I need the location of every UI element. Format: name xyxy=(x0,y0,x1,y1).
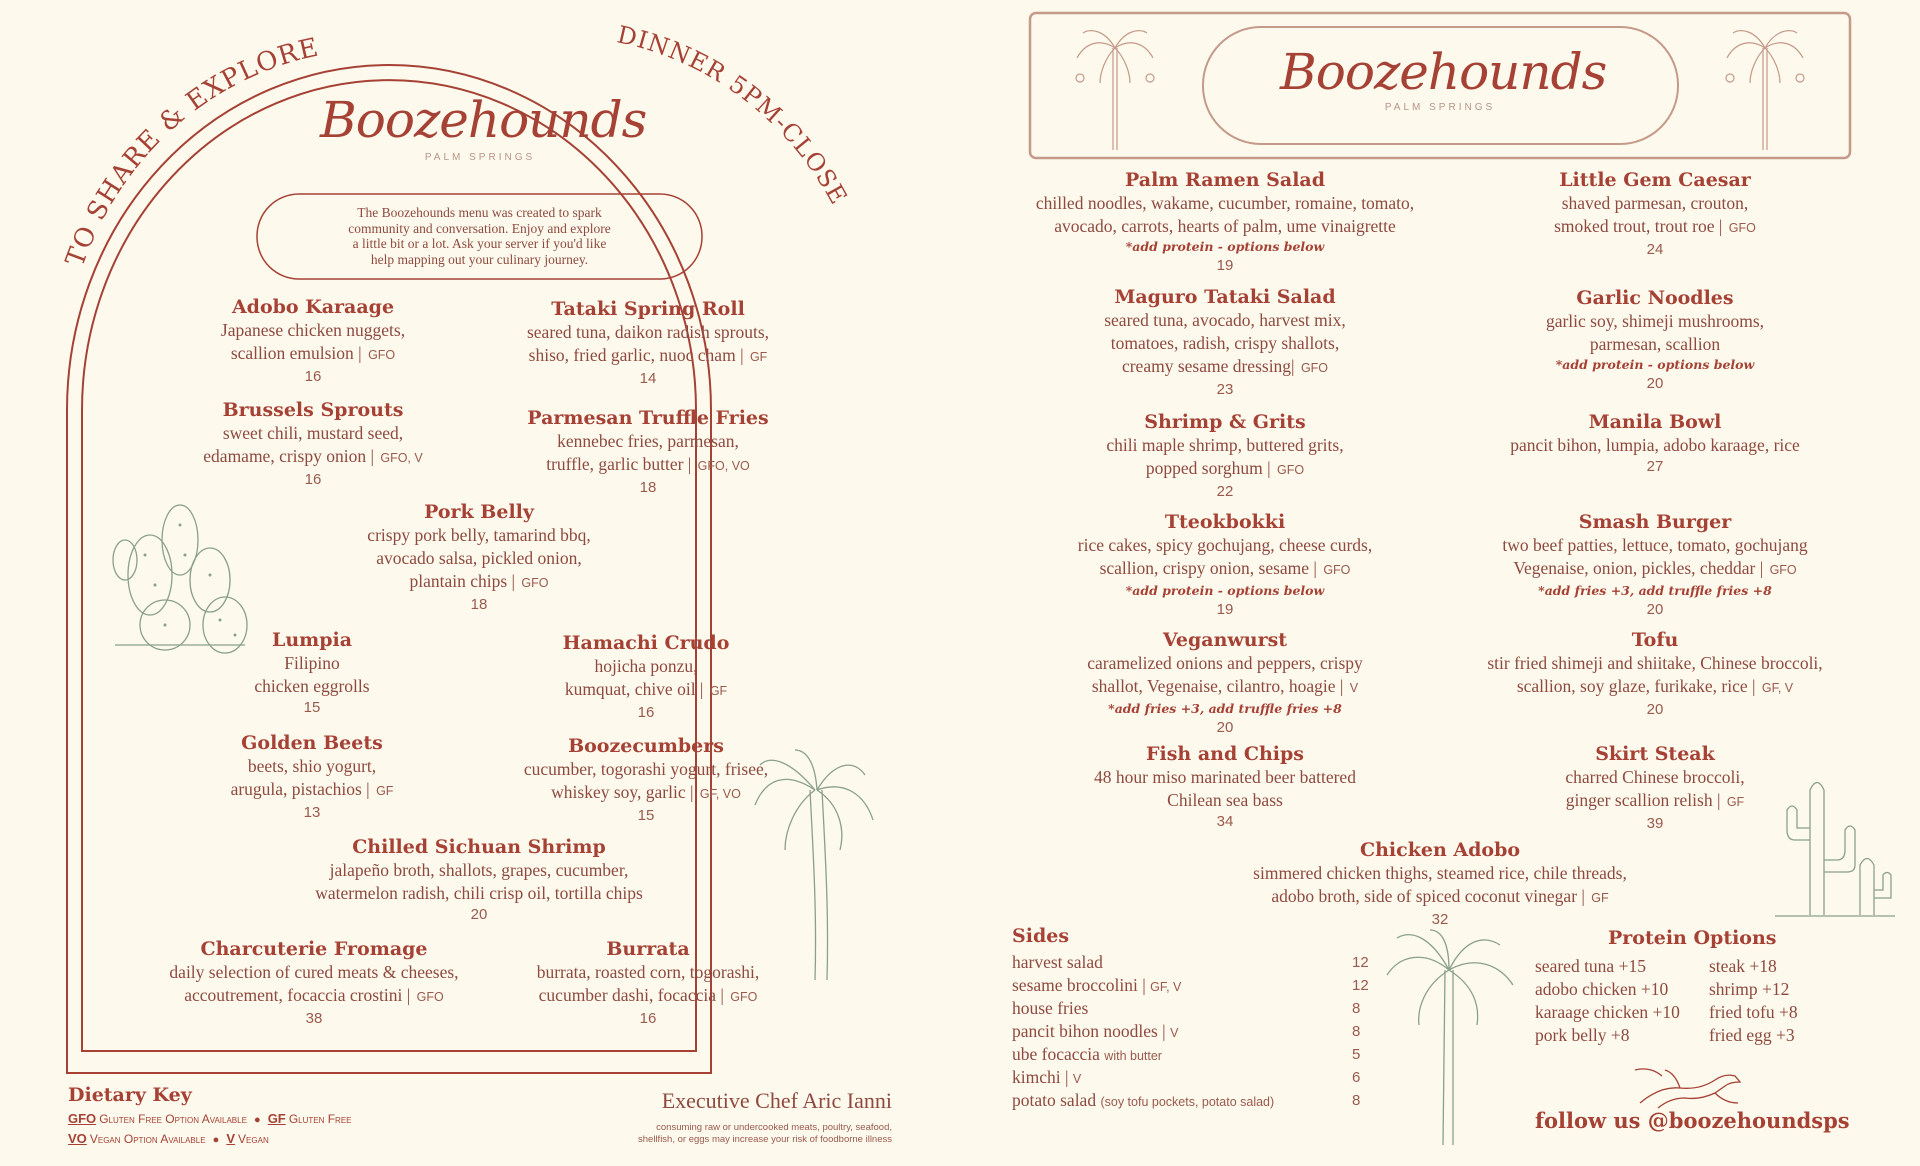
dietary-tag: GFO, V xyxy=(380,451,423,465)
dietary-gf-code: GF xyxy=(267,1111,286,1126)
side-item-price: 5 xyxy=(1352,1046,1361,1063)
menu-item-description: 48 hour miso marinated beer battered xyxy=(1094,767,1356,787)
side-item-name: potato salad xyxy=(1012,1090,1097,1110)
menu-item-description: cucumber dashi, focaccia | GFO xyxy=(538,985,758,1005)
dietary-tag: GFO xyxy=(1728,221,1756,235)
side-item-price: 12 xyxy=(1352,954,1369,971)
menu-item-name: Boozecumbers xyxy=(568,735,724,757)
menu-item-price: 19 xyxy=(1216,601,1234,618)
menu-item xyxy=(348,406,948,498)
menu-item-description: plantain chips | GFO xyxy=(409,571,549,591)
menu-item-description: Chilean sea bass xyxy=(1167,790,1283,810)
menu-item-price: 23 xyxy=(1216,381,1234,398)
menu-item-description: shiso, fried garlic, nuoc cham | GF xyxy=(528,345,768,365)
menu-item xyxy=(1140,838,1740,930)
side-item-name: kimchi | xyxy=(1012,1067,1069,1087)
follow-us: follow us @boozehoundsps xyxy=(1535,1108,1850,1133)
dietary-gfo-code: GFO xyxy=(68,1111,97,1126)
menu-item-description: shaved parmesan, crouton, xyxy=(1561,193,1749,213)
dietary-tag: GFO xyxy=(1300,361,1329,375)
header-palm-right xyxy=(1725,28,1805,153)
left-location: PALM SPRINGS xyxy=(424,152,536,163)
menu-item-price: 20 xyxy=(470,906,488,923)
menu-item-name: Skirt Steak xyxy=(1595,743,1715,765)
menu-item-description: shallot, Vegenaise, cilantro, hoagie | V xyxy=(1091,676,1359,696)
menu-item-price: 18 xyxy=(470,596,488,613)
dietary-vo-code: VO xyxy=(68,1131,87,1146)
menu-item-note: *add protein - options below xyxy=(1125,239,1325,254)
side-item-tag: GF, V xyxy=(1150,980,1182,994)
protein-item: fried egg +3 xyxy=(1709,1025,1795,1045)
dietary-tag: GF xyxy=(749,350,768,364)
side-item-price: 8 xyxy=(1352,1092,1361,1109)
protein-item: shrimp +12 xyxy=(1709,979,1790,999)
menu-item-name: Smash Burger xyxy=(1578,511,1732,533)
protein-item: pork belly +8 xyxy=(1535,1025,1630,1045)
side-item-tag: with butter xyxy=(1104,1049,1162,1063)
menu-item-description: adobo broth, side of spiced coconut vinegar | GF xyxy=(1271,886,1609,906)
dietary-tag: GF, VO xyxy=(699,787,741,801)
menu-item-description: Vegenaise, onion, pickles, cheddar | GFO xyxy=(1513,558,1797,578)
side-item xyxy=(1012,1066,1081,1091)
menu-item-name: Tofu xyxy=(1631,629,1679,651)
menu-item-description: jalapeño broth, shallots, grapes, cucumber, xyxy=(329,860,629,880)
menu-item-price: 27 xyxy=(1646,458,1664,475)
side-item-name: harvest salad xyxy=(1012,952,1103,972)
dietary-gfo-text: Gluten Free Option Available xyxy=(99,1112,247,1126)
menu-item-description: crispy pork belly, tamarind bbq, xyxy=(367,525,591,545)
menu-item-description: rice cakes, spicy gochujang, cheese curds, xyxy=(1077,535,1373,555)
arc-right-text: DINNER 5PM-CLOSE xyxy=(614,20,853,210)
side-item-name: pancit bihon noodles | xyxy=(1012,1021,1166,1041)
dietary-tag: GFO xyxy=(1769,563,1797,577)
sides-title: Sides xyxy=(1012,925,1070,947)
menu-item-price: 16 xyxy=(304,471,322,488)
menu-item-description: stir fried shimeji and shiitake, Chinese broccoli, xyxy=(1487,653,1823,673)
menu-item-description: avocado salsa, pickled onion, xyxy=(376,548,582,568)
side-item xyxy=(1012,1089,1274,1114)
menu-item xyxy=(1355,168,1920,260)
menu-item-description: simmered chicken thighs, steamed rice, chile threads, xyxy=(1253,863,1627,883)
dietary-tag: V xyxy=(1349,681,1359,695)
menu-item-description: kennebec fries, parmesan, xyxy=(557,431,739,451)
tall-palm-illustration xyxy=(1385,930,1515,1145)
menu-item-description: two beef patties, lettuce, tomato, gochujang xyxy=(1502,535,1808,555)
side-item-name: sesame broccolini | xyxy=(1012,975,1146,995)
menu-item-description: chili maple shrimp, buttered grits, xyxy=(1106,435,1344,455)
menu-item-description: edamame, crispy onion | GFO, V xyxy=(203,446,423,466)
side-item xyxy=(1012,997,1088,1020)
menu-item-name: Fish and Chips xyxy=(1146,743,1304,765)
menu-item-description: cucumber, togorashi yogurt, frisee, xyxy=(523,759,769,779)
menu-item-description: avocado, carrots, hearts of palm, ume vinaigrette xyxy=(1054,216,1396,236)
menu-item-name: Maguro Tataki Salad xyxy=(1114,286,1336,308)
menu-item-name: Chilled Sichuan Shrimp xyxy=(352,836,606,858)
menu-item-note: *add protein - options below xyxy=(1125,583,1325,598)
saguaro-cactus-illustration xyxy=(1775,770,1895,920)
dietary-tag: GFO xyxy=(368,348,396,362)
side-item-price: 6 xyxy=(1352,1069,1361,1086)
arc-left-text: TO SHARE & EXPLORE xyxy=(60,32,322,271)
menu-item-description: caramelized onions and peppers, crispy xyxy=(1087,653,1363,673)
menu-item-description: charred Chinese broccoli, xyxy=(1565,767,1745,787)
menu-item-price: 22 xyxy=(1216,483,1234,500)
menu-item xyxy=(179,835,779,925)
menu-item-description: ginger scallion relish | GF xyxy=(1565,790,1745,810)
menu-item-description: hojicha ponzu, xyxy=(594,656,698,676)
protein-item: adobo chicken +10 xyxy=(1535,979,1669,999)
menu-item-price: 38 xyxy=(305,1010,323,1027)
menu-item xyxy=(1355,410,1920,477)
menu-item-name: Garlic Noodles xyxy=(1576,287,1734,309)
menu-item-description: arugula, pistachios | GF xyxy=(230,779,394,799)
menu-item-name: Veganwurst xyxy=(1162,629,1288,651)
menu-item xyxy=(179,500,779,615)
disclaimer: consuming raw or undercooked meats, poultry, seafood, shellfish, or eggs may increase your risk of foodborne illness xyxy=(638,1122,892,1145)
menu-item-price: 14 xyxy=(639,370,657,387)
menu-item-name: Tataki Spring Roll xyxy=(551,298,745,320)
dietary-gf-text: Gluten Free xyxy=(288,1112,352,1126)
right-logo: Boozehounds xyxy=(1280,43,1607,101)
menu-item xyxy=(1355,510,1920,620)
menu-item-description: beets, shio yogurt, xyxy=(247,756,377,776)
menu-item-price: 18 xyxy=(639,479,657,496)
menu-item-description: scallion, soy glaze, furikake, rice | GF, V xyxy=(1516,676,1794,696)
menu-item-description: chicken eggrolls xyxy=(254,676,370,696)
side-item-tag: V xyxy=(1072,1072,1082,1086)
intro-text: The Boozehounds menu was created to spark community and conversation. Enjoy and explore a little bit or a lot. Ask your server if you'd like help mapping out your culinary journey. xyxy=(348,205,611,267)
dietary-tag: GF xyxy=(1591,891,1609,905)
menu-item-price: 20 xyxy=(1646,701,1664,718)
menu-item-description: seared tuna, avocado, harvest mix, xyxy=(1104,310,1346,330)
menu-item-price: 16 xyxy=(304,368,322,385)
menu-item xyxy=(348,297,948,389)
side-item-price: 8 xyxy=(1352,1023,1361,1040)
menu-item-price: 20 xyxy=(1646,375,1664,392)
menu-item-description: watermelon radish, chili crisp oil, tortilla chips xyxy=(315,883,643,903)
menu-item-description: popped sorghum | GFO xyxy=(1145,458,1305,478)
side-item-price: 12 xyxy=(1352,977,1369,994)
menu-item-name: Little Gem Caesar xyxy=(1559,169,1751,191)
menu-item-name: Palm Ramen Salad xyxy=(1124,169,1326,191)
dietary-v-text: Vegan xyxy=(238,1132,269,1146)
menu-item-name: Parmesan Truffle Fries xyxy=(527,407,769,429)
dietary-tag: GFO xyxy=(1323,563,1351,577)
menu-item-name: Hamachi Crudo xyxy=(562,632,730,654)
side-item xyxy=(1012,1020,1178,1045)
dietary-tag: GF xyxy=(376,784,394,798)
side-item-tag: V xyxy=(1170,1026,1179,1040)
header-palm-left xyxy=(1075,28,1155,153)
running-dog-illustration xyxy=(1630,1058,1745,1113)
dietary-key: Dietary Key GFO Gluten Free Option Available ● GF Gluten Free VO Vegan Option Available ● V Vegan xyxy=(68,1084,352,1146)
menu-item-description: creamy sesame dressing| GFO xyxy=(1121,356,1329,376)
menu-item-price: 19 xyxy=(1216,257,1234,274)
menu-item-name: Manila Bowl xyxy=(1588,411,1722,433)
menu-item-name: Brussels Sprouts xyxy=(222,399,404,421)
menu-item-description: burrata, roasted corn, togorashi, xyxy=(536,962,760,982)
menu-item-price: 32 xyxy=(1431,911,1449,928)
left-logo-block xyxy=(320,90,647,163)
dietary-v-code: V xyxy=(226,1131,235,1146)
menu-item-description: Filipino xyxy=(284,653,340,673)
menu-item-name: Burrata xyxy=(606,938,690,960)
right-location: PALM SPRINGS xyxy=(1384,102,1496,113)
menu-item-price: 15 xyxy=(303,699,321,716)
dietary-tag: GFO xyxy=(416,990,444,1004)
side-item xyxy=(1012,951,1103,974)
menu-item-price: 34 xyxy=(1216,813,1234,830)
right-logo-block xyxy=(1280,42,1607,113)
dietary-key-title: Dietary Key xyxy=(68,1084,192,1106)
menu-item-description: smoked trout, trout roe | GFO xyxy=(1554,216,1756,236)
cactus-illustration xyxy=(95,485,255,655)
menu-item-description: seared tuna, daikon radish sprouts, xyxy=(526,322,770,342)
dietary-tag: GF, V xyxy=(1761,681,1794,695)
protein-item: karaage chicken +10 xyxy=(1535,1002,1680,1022)
menu-item-name: Golden Beets xyxy=(241,732,383,754)
menu-item-description: chilled noodles, wakame, cucumber, romaine, tomato, xyxy=(1035,193,1415,213)
side-item-name: house fries xyxy=(1012,998,1089,1018)
menu-item-description: Japanese chicken nuggets, xyxy=(220,320,406,340)
menu-item-note: *add fries +3, add truffle fries +8 xyxy=(1108,701,1342,716)
menu-item-description: scallion, crispy onion, sesame | GFO xyxy=(1099,558,1351,578)
side-item-price: 8 xyxy=(1352,1000,1361,1017)
menu-item-price: 20 xyxy=(1216,719,1234,736)
side-item-name: ube focaccia xyxy=(1012,1044,1100,1064)
menu-item-description: scallion emulsion | GFO xyxy=(230,343,396,363)
menu-item-name: Charcuterie Fromage xyxy=(200,938,428,960)
dietary-tag: GFO xyxy=(730,990,758,1004)
dietary-tag: GFO xyxy=(521,576,549,590)
protein-title: Protein Options xyxy=(1608,927,1777,949)
menu-item-price: 39 xyxy=(1646,815,1664,832)
menu-item-description: parmesan, scallion xyxy=(1589,334,1721,354)
menu-item-note: *add protein - options below xyxy=(1555,357,1755,372)
menu-item-price: 24 xyxy=(1646,241,1664,258)
side-item xyxy=(1012,1043,1162,1068)
menu-item-description: garlic soy, shimeji mushrooms, xyxy=(1545,311,1765,331)
menu-item-price: 15 xyxy=(637,807,655,824)
menu-item-name: Adobo Karaage xyxy=(231,296,395,318)
dietary-tag: GF xyxy=(1726,795,1745,809)
menu-item-description: tomatoes, radish, crispy shallots, xyxy=(1110,333,1340,353)
menu-item-description: sweet chili, mustard seed, xyxy=(222,423,404,443)
protein-col-1 xyxy=(1535,955,1680,1047)
menu-item-description: truffle, garlic butter | GFO, VO xyxy=(546,454,750,474)
side-item xyxy=(1012,974,1181,999)
menu-item-description: pancit bihon, lumpia, adobo karaage, rice xyxy=(1510,435,1800,455)
left-logo: Boozehounds xyxy=(320,91,647,149)
menu-item-description: accoutrement, focaccia crostini | GFO xyxy=(184,985,444,1005)
dietary-tag: GFO xyxy=(1277,463,1305,477)
chef-credit: Executive Chef Aric Ianni xyxy=(661,1088,892,1113)
protein-col-2 xyxy=(1709,955,1798,1047)
menu-item-description: whiskey soy, garlic | GF, VO xyxy=(551,782,741,802)
menu-item-note: *add fries +3, add truffle fries +8 xyxy=(1538,583,1772,598)
side-item-tag: (soy tofu pockets, potato salad) xyxy=(1100,1095,1275,1109)
menu-item-name: Pork Belly xyxy=(424,501,534,523)
menu-item-description: kumquat, chive oil | GF xyxy=(564,679,728,699)
dietary-tag: GFO, VO xyxy=(697,459,750,473)
menu-item xyxy=(1355,628,1920,720)
dietary-tag: GF xyxy=(709,684,728,698)
menu-item-name: Tteokbokki xyxy=(1164,511,1286,533)
menu-item-price: 20 xyxy=(1646,601,1664,618)
menu-item-price: 16 xyxy=(639,1010,657,1027)
menu-item-name: Shrimp & Grits xyxy=(1144,411,1306,433)
dietary-vo-text: Vegan Option Available xyxy=(89,1132,206,1146)
menu-item xyxy=(1355,286,1920,394)
palm-tree-illustration xyxy=(755,750,875,980)
menu-item-name: Lumpia xyxy=(271,629,353,651)
menu-item-name: Chicken Adobo xyxy=(1359,839,1521,861)
menu-item-price: 13 xyxy=(303,804,321,821)
menu-item-description: daily selection of cured meats & cheeses, xyxy=(169,962,459,982)
protein-item: fried tofu +8 xyxy=(1709,1002,1798,1022)
protein-item: steak +18 xyxy=(1709,956,1777,976)
menu-item-price: 16 xyxy=(637,704,655,721)
protein-item: seared tuna +15 xyxy=(1535,956,1646,976)
menu-item xyxy=(346,631,946,723)
